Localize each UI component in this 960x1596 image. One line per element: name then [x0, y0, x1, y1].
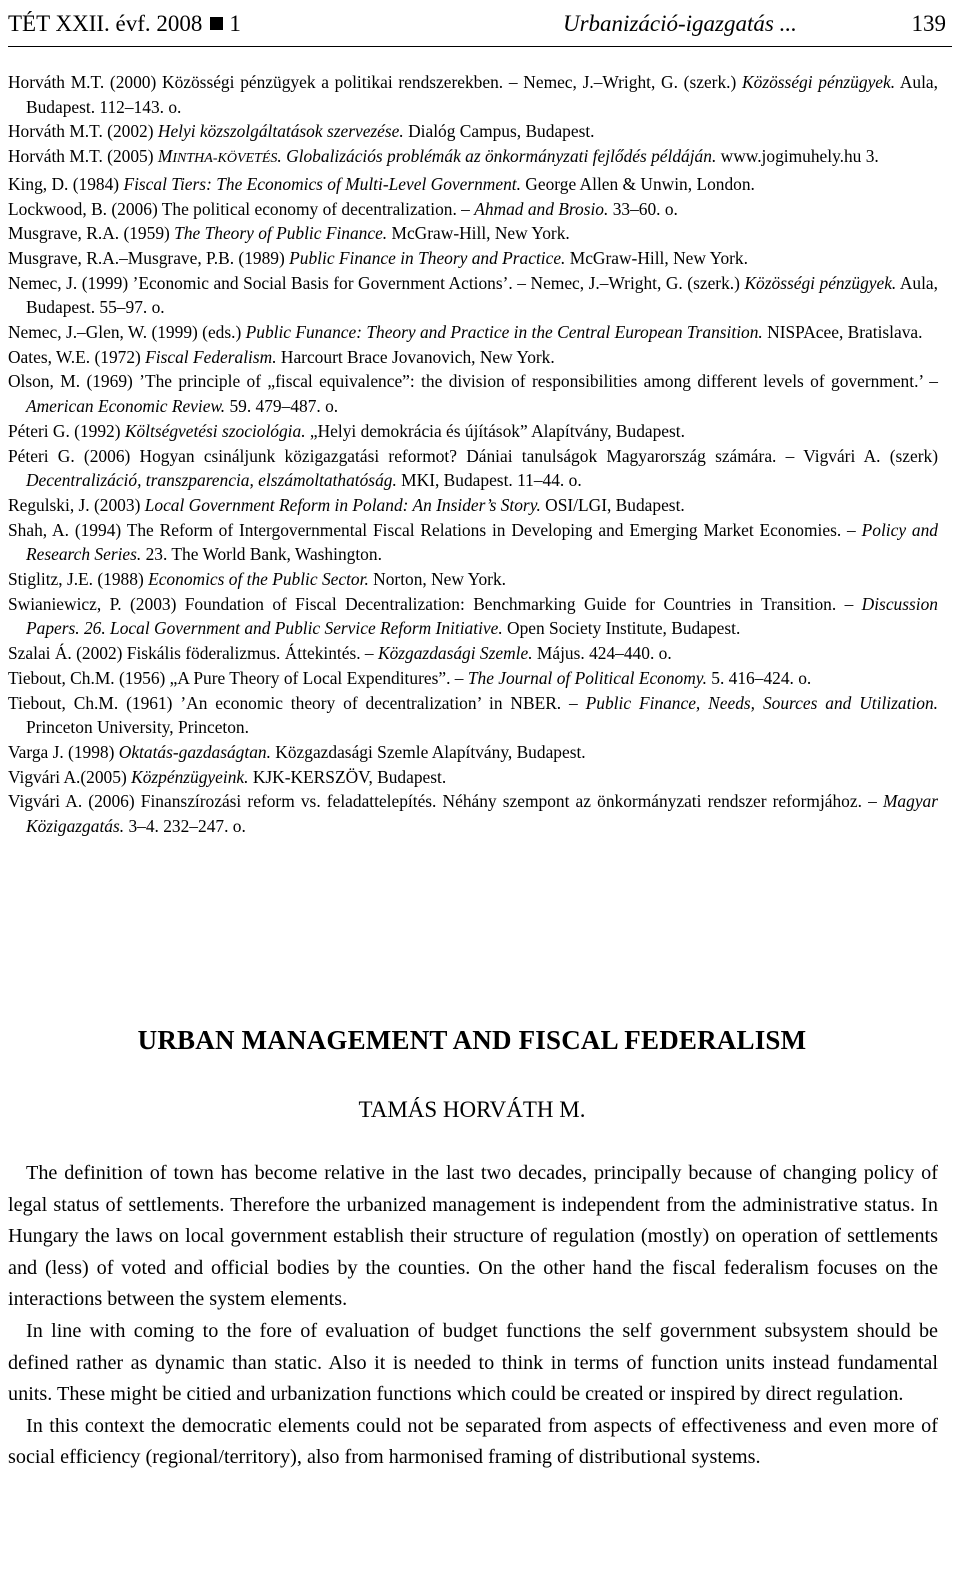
- journal-name: TÉT XXII. évf. 2008: [8, 11, 203, 36]
- reference-italic: Economics of the Public Sector.: [148, 569, 369, 590]
- reference-italic: . Globalizációs problémák az önkormányzati fejlődés példáján.: [277, 146, 717, 167]
- reference-text: Tiebout, Ch.M. (1956) „A Pure Theory of Local Expenditures”. –: [8, 667, 468, 688]
- issue-number: 1: [229, 11, 241, 36]
- reference-text: Horváth M.T. (2000) Közösségi pénzügyek a politikai rendszerekben. – Nemec, J.–Wright, G. (szerk.): [8, 72, 743, 92]
- reference-italic: Költségvetési szociológia.: [124, 420, 306, 441]
- reference-text: Vigvári A. (2006) Finanszírozási reform vs. feladattelepítés. Néhány szempont az önkormányzati rendszer reformjához. –: [8, 791, 883, 812]
- reference-text: Aula, Budapest. 112–143. o.: [26, 72, 938, 117]
- reference-text: McGraw-Hill, New York.: [387, 223, 570, 244]
- reference-italic: The Theory of Public Finance.: [174, 223, 388, 244]
- reference-italic: Fiscal Tiers: The Economics of Multi-Level Government.: [123, 173, 521, 194]
- reference-italic: American Economic Review.: [26, 396, 226, 417]
- reference-italic: Local Government Reform in Poland: An Insider’s Story.: [144, 494, 541, 515]
- reference-text: 3–4. 232–247. o.: [124, 816, 246, 837]
- reference-text: www.jogimuhely.hu 3.: [716, 146, 879, 167]
- reference-item: [8, 70, 938, 119]
- reference-text: Open Society Institute, Budapest.: [502, 618, 741, 639]
- reference-text: Szalai Á. (2002) Fiskális föderalizmus. Áttekintés. –: [8, 643, 378, 664]
- reference-text: Lockwood, B. (2006) The political economy of decentralization. –: [8, 198, 475, 219]
- abstract-paragraph: In line with coming to the fore of evaluation of budget functions the self government subsystem should be defined rather as dynamic than static. Also it is needed to think in terms of function units instead fundamental units. These might be citied and urbanization functions which could be created or inspired by direct regulation.: [8, 1319, 938, 1406]
- running-title: Urbanizáció-igazgatás ...: [563, 11, 797, 36]
- reference-text: Norton, New York.: [368, 569, 507, 590]
- reference-text: Péteri G. (1992): [8, 420, 125, 441]
- reference-italic: M: [157, 146, 173, 167]
- reference-italic: Közpénzügyeink.: [131, 766, 249, 787]
- reference-text: 59. 479–487. o.: [225, 396, 339, 417]
- reference-text: Dialóg Campus, Budapest.: [403, 121, 595, 142]
- reference-item: [8, 493, 938, 518]
- reference-italic: Fiscal Federalism.: [145, 346, 277, 367]
- reference-italic: Közösségi pénzügyek.: [744, 272, 897, 293]
- reference-italic: Discussion Papers. 26. Local Government and Public Service Reform Initiative.: [26, 593, 938, 639]
- reference-list: [8, 70, 938, 839]
- reference-italic: The Journal of Political Economy.: [467, 667, 707, 688]
- reference-text: Shah, A. (1994) The Reform of Intergovernmental Fiscal Relations in Developing and Emerging Market Economies. –: [8, 519, 862, 540]
- reference-item: [8, 789, 938, 838]
- reference-text: 5. 416–424. o.: [706, 667, 812, 688]
- reference-text: King, D. (1984): [8, 173, 124, 194]
- reference-text: Nemec, J.–Glen, W. (1999) (eds.): [8, 322, 246, 343]
- reference-item: [8, 641, 938, 666]
- reference-item: [8, 144, 938, 172]
- reference-italic: Policy and Research Series.: [26, 519, 938, 565]
- reference-italic: Public Finance, Needs, Sources and Utilization.: [585, 692, 938, 713]
- article-title: URBAN MANAGEMENT AND FISCAL FEDERALISM: [137, 1025, 807, 1055]
- reference-text: Május. 424–440. o.: [532, 643, 672, 664]
- reference-text: Musgrave, R.A.–Musgrave, P.B. (1989): [8, 247, 290, 268]
- reference-text: OSI/LGI, Budapest.: [540, 494, 685, 515]
- reference-italic: Helyi közszolgáltatások szervezése.: [157, 121, 404, 142]
- reference-text: Varga J. (1998): [8, 741, 119, 762]
- header-rule: [8, 46, 952, 47]
- reference-text: George Allen & Unwin, London.: [520, 173, 755, 194]
- reference-item: [8, 567, 938, 592]
- reference-item: [8, 246, 938, 271]
- journal-info: [8, 4, 241, 44]
- reference-item: [8, 119, 938, 144]
- reference-smallcaps: INTHA-KÖVETÉS: [172, 151, 278, 167]
- reference-item: [8, 197, 938, 222]
- reference-item: [8, 518, 938, 567]
- reference-italic: Közgazdasági Szemle.: [377, 643, 533, 664]
- reference-item: [8, 592, 938, 641]
- reference-item: [8, 740, 938, 765]
- reference-item: [8, 172, 938, 197]
- reference-text: „Helyi demokrácia és újítások” Alapítvány, Budapest.: [305, 420, 685, 441]
- reference-item: [8, 691, 938, 740]
- reference-text: Vigvári A.(2005): [8, 766, 132, 787]
- reference-text: 33–60. o.: [608, 198, 678, 219]
- reference-item: [8, 765, 938, 790]
- reference-text: Oates, W.E. (1972): [8, 346, 146, 367]
- reference-item: [8, 419, 938, 444]
- reference-item: [8, 345, 938, 370]
- article-author: TAMÁS HORVÁTH M.: [358, 1097, 586, 1122]
- reference-text: Nemec, J. (1999) ’Economic and Social Basis for Government Actions’. – Nemec, J.–Wright, G. (szerk.): [8, 272, 745, 293]
- reference-text: Olson, M. (1969) ’The principle of „fiscal equivalence”: the division of responsibilities among different levels of government.’ –: [8, 371, 938, 392]
- reference-italic: Decentralizáció, transzparencia, elszámoltathatóság.: [26, 470, 397, 491]
- reference-item: [8, 369, 938, 418]
- reference-italic: Oktatás-gazdaságtan.: [118, 741, 271, 762]
- abstract-paragraph: In this context the democratic elements could not be separated from aspects of effectiveness and even more of social efficiency (regional/territory), also from harmonised framing of distributional systems.: [8, 1414, 938, 1469]
- reference-text: MKI, Budapest. 11–44. o.: [396, 470, 582, 491]
- reference-text: Aula, Budapest. 55–97. o.: [26, 272, 938, 318]
- abstract-paragraph: The definition of town has become relative in the last two decades, principally because of changing policy of legal status of settlements. Therefore the urbanized management is independent from the administrative status. In Hungary the laws on local government establish their structure of regulation (mostly) on operation of settlements and (less) of voted and official bodies by the counties. On the other hand the fiscal federalism focuses on the interactions between the system elements.: [8, 1162, 938, 1311]
- reference-italic: Közösségi pénzügyek.: [742, 72, 896, 92]
- abstract: [8, 1158, 938, 1474]
- reference-text: Tiebout, Ch.M. (1961) ’An economic theory of decentralization’ in NBER. –: [8, 692, 586, 713]
- reference-text: Musgrave, R.A. (1959): [8, 223, 175, 244]
- reference-item: [8, 221, 938, 246]
- reference-item: [8, 271, 938, 320]
- reference-italic: Public Finance in Theory and Practice.: [289, 247, 566, 268]
- reference-italic: Ahmad and Brosio.: [474, 198, 609, 219]
- reference-text: Horváth M.T. (2005): [8, 146, 158, 167]
- square-bullet-icon: [210, 17, 223, 30]
- reference-text: Stiglitz, J.E. (1988): [8, 569, 149, 590]
- reference-item: [8, 666, 938, 691]
- reference-item: [8, 320, 938, 345]
- reference-text: 23. The World Bank, Washington.: [141, 544, 382, 565]
- running-header: [8, 4, 952, 44]
- reference-text: KJK-KERSZÖV, Budapest.: [248, 766, 447, 787]
- reference-text: McGraw-Hill, New York.: [565, 247, 748, 268]
- reference-text: Péteri G. (2006) Hogyan csináljunk közigazgatási reformot? Dániai tanulságok Magyarország számára. – Vigvári A. (szerk): [8, 445, 938, 466]
- reference-item: [8, 444, 938, 493]
- reference-text: NISPAcee, Bratislava.: [762, 322, 923, 343]
- reference-text: Horváth M.T. (2002): [8, 121, 158, 142]
- reference-text: Közgazdasági Szemle Alapítvány, Budapest.: [270, 741, 586, 762]
- reference-text: Harcourt Brace Jovanovich, New York.: [276, 346, 555, 367]
- reference-italic: Public Funance: Theory and Practice in the Central European Transition.: [245, 322, 763, 343]
- page-number: 139: [911, 11, 946, 36]
- reference-text: Regulski, J. (2003): [8, 494, 145, 515]
- reference-italic: Magyar Közigazgatás.: [26, 791, 938, 837]
- reference-text: Princeton University, Princeton.: [26, 717, 249, 738]
- reference-text: Swianiewicz, P. (2003) Foundation of Fiscal Decentralization: Benchmarking Guide for Countries in Transition. –: [8, 593, 862, 614]
